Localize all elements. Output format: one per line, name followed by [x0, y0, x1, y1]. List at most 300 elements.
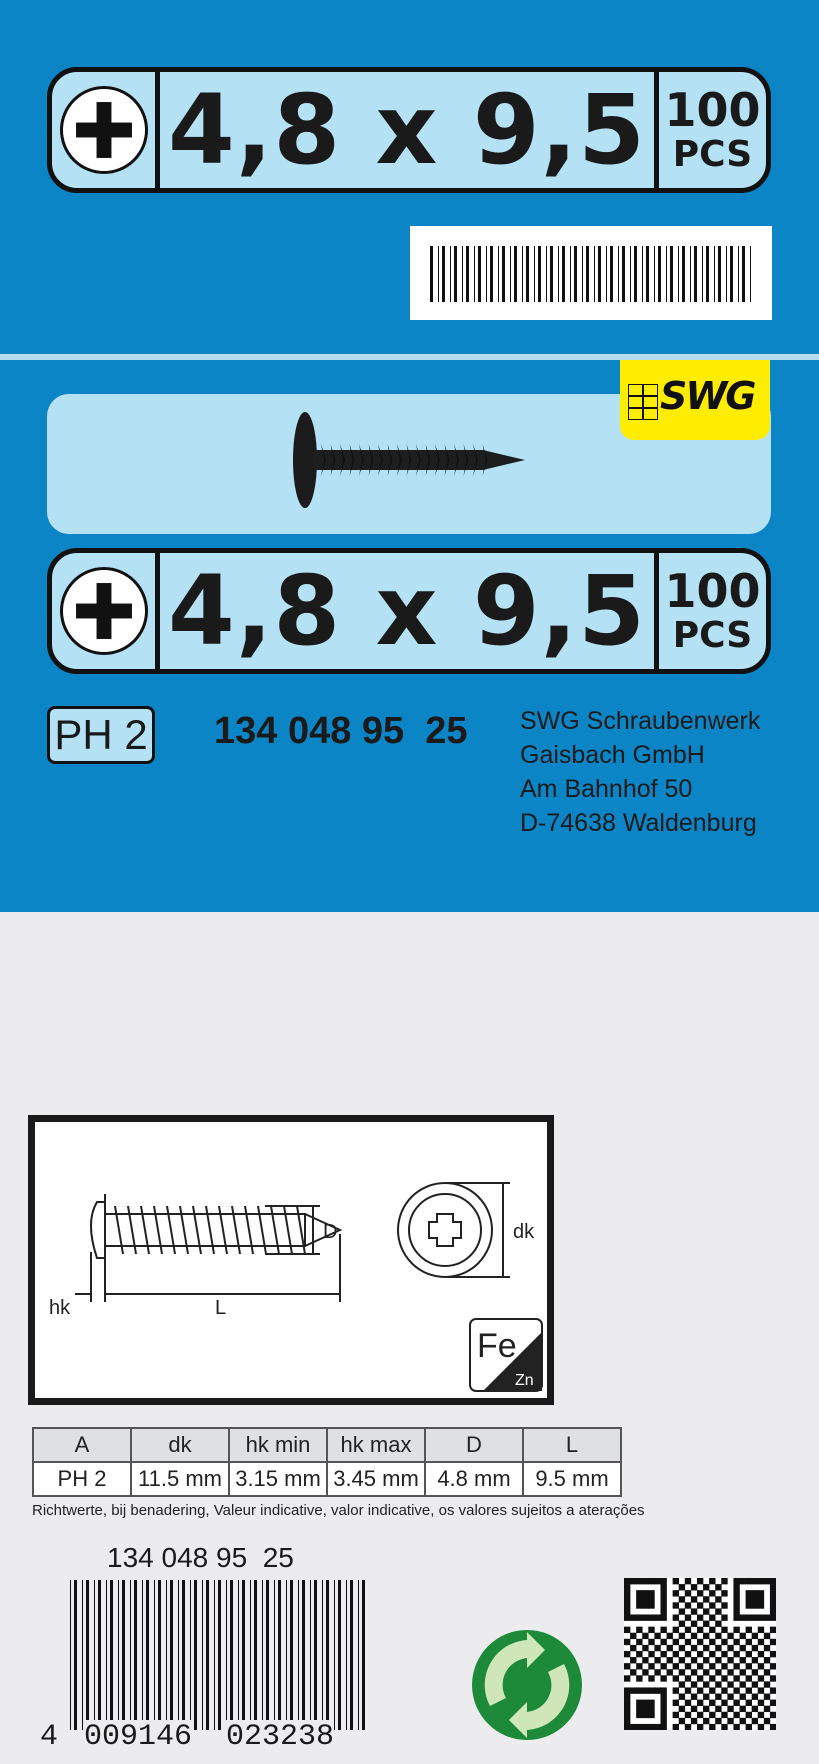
- qr-module: [740, 1633, 746, 1639]
- qr-module: [624, 1627, 630, 1633]
- barcode-bar: [478, 246, 481, 302]
- qr-module: [697, 1590, 703, 1596]
- qr-module: [770, 1724, 776, 1730]
- qr-module: [679, 1584, 685, 1590]
- barcode-bar: [610, 246, 613, 302]
- qr-module: [764, 1718, 770, 1724]
- qr-module: [721, 1578, 727, 1584]
- barcode-bar: [714, 246, 715, 302]
- qr-module: [727, 1681, 733, 1687]
- qr-module: [721, 1651, 727, 1657]
- qr-module: [624, 1700, 630, 1706]
- qr-module: [673, 1627, 679, 1633]
- qr-module: [685, 1675, 691, 1681]
- qr-module: [746, 1651, 752, 1657]
- internal-barcode-bars: [430, 246, 752, 302]
- qr-module: [758, 1627, 764, 1633]
- qr-module: [642, 1657, 648, 1663]
- qr-module: [642, 1590, 648, 1596]
- qr-module: [697, 1614, 703, 1620]
- qr-module: [679, 1669, 685, 1675]
- qr-module: [770, 1584, 776, 1590]
- qr-module: [654, 1633, 660, 1639]
- qr-module: [691, 1584, 697, 1590]
- barcode-bar: [438, 246, 439, 302]
- barcode-bar: [194, 1580, 197, 1730]
- barcode-bar: [82, 1580, 83, 1730]
- qr-module: [740, 1669, 746, 1675]
- qr-module: [660, 1639, 666, 1645]
- qr-module: [764, 1578, 770, 1584]
- qr-module: [642, 1706, 648, 1712]
- barcode-bar: [466, 246, 469, 302]
- barcode-bar: [646, 246, 649, 302]
- qr-module: [721, 1712, 727, 1718]
- qr-module: [715, 1694, 721, 1700]
- qr-module: [752, 1645, 758, 1651]
- qr-module: [648, 1663, 654, 1669]
- barcode-bar: [502, 246, 505, 302]
- qr-module: [758, 1663, 764, 1669]
- qr-module: [758, 1687, 764, 1693]
- qr-module: [660, 1614, 666, 1620]
- qr-module: [648, 1724, 654, 1730]
- qr-module: [624, 1590, 630, 1596]
- phillips-cross-icon: [60, 86, 148, 174]
- qr-module: [764, 1694, 770, 1700]
- qr-module: [685, 1614, 691, 1620]
- qr-module: [715, 1706, 721, 1712]
- barcode-bar: [170, 1580, 173, 1730]
- qr-module: [673, 1602, 679, 1608]
- qr-module: [624, 1706, 630, 1712]
- qr-module: [660, 1694, 666, 1700]
- barcode-bar: [658, 246, 661, 302]
- qr-module: [630, 1687, 636, 1693]
- qr-module: [654, 1657, 660, 1663]
- qr-module: [764, 1633, 770, 1639]
- barcode-bar: [314, 1580, 317, 1730]
- barcode-bar: [594, 246, 595, 302]
- qr-module: [758, 1651, 764, 1657]
- qr-module: [691, 1669, 697, 1675]
- qr-module: [648, 1596, 654, 1602]
- qr-module: [679, 1596, 685, 1602]
- manufacturer-address: [520, 704, 760, 840]
- qr-module: [727, 1657, 733, 1663]
- qr-module: [642, 1578, 648, 1584]
- qr-module: [733, 1712, 739, 1718]
- barcode-bar: [238, 1580, 239, 1730]
- qr-module: [654, 1578, 660, 1584]
- technical-drawing: [28, 1115, 554, 1405]
- qr-module: [703, 1596, 709, 1602]
- barcode-bar: [274, 1580, 275, 1730]
- qr-module: [770, 1614, 776, 1620]
- qr-module: [703, 1706, 709, 1712]
- qr-module: [697, 1724, 703, 1730]
- barcode-bar: [182, 1580, 185, 1730]
- qr-module: [673, 1700, 679, 1706]
- qr-module: [715, 1633, 721, 1639]
- qr-module: [709, 1700, 715, 1706]
- qr-module: [679, 1718, 685, 1724]
- barcode-bar: [486, 246, 487, 302]
- qr-module: [770, 1602, 776, 1608]
- barcode-bar: [218, 1580, 221, 1730]
- qr-module: [630, 1669, 636, 1675]
- qr-module: [679, 1706, 685, 1712]
- qr-module: [709, 1602, 715, 1608]
- qr-module: [746, 1602, 752, 1608]
- qr-module: [715, 1645, 721, 1651]
- qr-module: [660, 1712, 666, 1718]
- qr-module: [660, 1724, 666, 1730]
- qr-module: [660, 1590, 666, 1596]
- qr-module: [660, 1687, 666, 1693]
- qr-module: [715, 1596, 721, 1602]
- qr-module: [721, 1627, 727, 1633]
- qr-module: [691, 1596, 697, 1602]
- qr-module: [679, 1645, 685, 1651]
- barcode-bar: [178, 1580, 179, 1730]
- barcode-bar: [550, 246, 553, 302]
- qr-module: [715, 1681, 721, 1687]
- barcode-bar: [358, 1580, 359, 1730]
- barcode-bar: [290, 1580, 293, 1730]
- qr-module: [660, 1700, 666, 1706]
- barcode-bar: [678, 246, 679, 302]
- qr-module: [715, 1584, 721, 1590]
- quantity-cell: [654, 72, 766, 188]
- drive-icon-cell: [52, 72, 160, 188]
- barcode-bar: [430, 246, 433, 302]
- barcode-bar: [534, 246, 535, 302]
- spec-header: L: [523, 1428, 621, 1462]
- qr-module: [733, 1639, 739, 1645]
- qr-module: [636, 1687, 642, 1693]
- barcode-bar: [702, 246, 703, 302]
- qr-module: [703, 1657, 709, 1663]
- qr-code: [624, 1578, 776, 1730]
- qr-module: [630, 1578, 636, 1584]
- barcode-bar: [254, 1580, 257, 1730]
- qr-module: [660, 1596, 666, 1602]
- ean-group-left: 009146: [84, 1720, 193, 1754]
- qr-module: [715, 1621, 721, 1627]
- qr-module: [636, 1614, 642, 1620]
- qr-module: [624, 1651, 630, 1657]
- indicative-values-note: Richtwerte, bij benadering, Valeur indicative, valor indicative, os valores sujeitos a aterações: [32, 1502, 645, 1519]
- qr-module: [752, 1657, 758, 1663]
- barcode-bar: [538, 246, 541, 302]
- qr-module: [721, 1663, 727, 1669]
- qr-code-modules: [624, 1578, 776, 1730]
- barcode-bar: [70, 1580, 71, 1730]
- qr-module: [727, 1633, 733, 1639]
- qr-module: [624, 1596, 630, 1602]
- qr-module: [624, 1718, 630, 1724]
- barcode-bar: [202, 1580, 203, 1730]
- barcode-bar: [670, 246, 673, 302]
- qr-module: [715, 1657, 721, 1663]
- qr-module: [697, 1687, 703, 1693]
- barcode-bar: [558, 246, 559, 302]
- barcode-bar: [298, 1580, 299, 1730]
- swg-logo-mark: [628, 384, 658, 420]
- qr-module: [752, 1602, 758, 1608]
- qr-module: [685, 1651, 691, 1657]
- spec-value: 9.5 mm: [523, 1462, 621, 1496]
- qr-module: [703, 1584, 709, 1590]
- qr-module: [691, 1706, 697, 1712]
- qr-module: [636, 1675, 642, 1681]
- qr-module: [727, 1718, 733, 1724]
- barcode-bar: [118, 1580, 119, 1730]
- qr-module: [709, 1663, 715, 1669]
- qr-module: [642, 1724, 648, 1730]
- qr-module: [703, 1681, 709, 1687]
- qr-module: [679, 1657, 685, 1663]
- qr-module: [709, 1651, 715, 1657]
- qr-module: [752, 1706, 758, 1712]
- qr-module: [733, 1627, 739, 1633]
- qr-module: [770, 1700, 776, 1706]
- address-line: Gaisbach GmbH: [520, 741, 705, 769]
- qr-module: [733, 1590, 739, 1596]
- quantity-cell: [654, 553, 766, 669]
- qr-module: [691, 1633, 697, 1639]
- qr-module: [721, 1700, 727, 1706]
- qr-module: [758, 1700, 764, 1706]
- qr-module: [709, 1675, 715, 1681]
- size-band-bottom: [47, 548, 771, 674]
- qr-module: [721, 1724, 727, 1730]
- qr-module: [642, 1596, 648, 1602]
- qr-module: [624, 1578, 630, 1584]
- quantity-unit: PCS: [672, 134, 753, 175]
- screw-size: 4,8 x 9,5: [168, 555, 646, 667]
- swg-logo-text: SWG: [660, 374, 755, 418]
- label-l: L: [215, 1297, 227, 1319]
- qr-module: [770, 1608, 776, 1614]
- qr-module: [733, 1651, 739, 1657]
- qr-module: [685, 1590, 691, 1596]
- barcode-bar: [142, 1580, 143, 1730]
- qr-module: [697, 1712, 703, 1718]
- qr-module: [697, 1639, 703, 1645]
- barcode-bar: [510, 246, 511, 302]
- qr-module: [624, 1608, 630, 1614]
- qr-module: [697, 1700, 703, 1706]
- barcode-bar: [690, 246, 691, 302]
- barcode-bar: [338, 1580, 341, 1730]
- qr-module: [648, 1706, 654, 1712]
- qr-module: [691, 1608, 697, 1614]
- qr-module: [721, 1687, 727, 1693]
- barcode-bar: [286, 1580, 287, 1730]
- ean-barcode: [70, 1580, 370, 1730]
- barcode-bar: [450, 246, 451, 302]
- qr-module: [758, 1675, 764, 1681]
- spec-header: D: [425, 1428, 523, 1462]
- qr-module: [758, 1639, 764, 1645]
- barcode-bar: [598, 246, 601, 302]
- qr-module: [733, 1614, 739, 1620]
- qr-module: [660, 1675, 666, 1681]
- qr-module: [691, 1621, 697, 1627]
- qr-module: [642, 1687, 648, 1693]
- qr-module: [642, 1700, 648, 1706]
- barcode-bar: [642, 246, 643, 302]
- quantity-number: 100: [664, 564, 761, 618]
- qr-module: [758, 1590, 764, 1596]
- qr-module: [673, 1651, 679, 1657]
- qr-module: [660, 1578, 666, 1584]
- qr-module: [660, 1608, 666, 1614]
- qr-module: [636, 1590, 642, 1596]
- drive-icon-cell: [52, 553, 160, 669]
- qr-module: [770, 1627, 776, 1633]
- barcode-bar: [750, 246, 751, 302]
- qr-module: [764, 1657, 770, 1663]
- qr-module: [740, 1718, 746, 1724]
- qr-module: [764, 1681, 770, 1687]
- qr-module: [685, 1687, 691, 1693]
- qr-module: [636, 1651, 642, 1657]
- qr-module: [733, 1596, 739, 1602]
- barcode-bar: [130, 1580, 131, 1730]
- barcode-bar: [718, 246, 721, 302]
- qr-module: [697, 1663, 703, 1669]
- qr-module: [648, 1602, 654, 1608]
- qr-module: [727, 1694, 733, 1700]
- barcode-bar: [730, 246, 733, 302]
- barcode-bar: [514, 246, 517, 302]
- qr-module: [740, 1645, 746, 1651]
- qr-module: [636, 1639, 642, 1645]
- screw-drawing: [35, 1122, 547, 1398]
- barcode-bar: [562, 246, 565, 302]
- qr-module: [630, 1724, 636, 1730]
- qr-module: [654, 1645, 660, 1651]
- barcode-bar: [106, 1580, 107, 1730]
- qr-module: [721, 1614, 727, 1620]
- qr-module: [703, 1608, 709, 1614]
- qr-module: [642, 1669, 648, 1675]
- qr-module: [685, 1712, 691, 1718]
- qr-module: [648, 1675, 654, 1681]
- qr-module: [642, 1712, 648, 1718]
- qr-module: [697, 1651, 703, 1657]
- qr-module: [733, 1602, 739, 1608]
- qr-module: [709, 1614, 715, 1620]
- barcode-bar: [86, 1580, 89, 1730]
- qr-module: [685, 1602, 691, 1608]
- qr-module: [721, 1639, 727, 1645]
- qr-module: [746, 1675, 752, 1681]
- qr-module: [636, 1602, 642, 1608]
- qr-module: [667, 1645, 673, 1651]
- barcode-bar: [606, 246, 607, 302]
- qr-module: [733, 1700, 739, 1706]
- barcode-bar: [570, 246, 571, 302]
- qr-module: [673, 1675, 679, 1681]
- qr-module: [709, 1712, 715, 1718]
- qr-module: [703, 1718, 709, 1724]
- qr-module: [764, 1614, 770, 1620]
- qr-module: [746, 1724, 752, 1730]
- qr-module: [667, 1633, 673, 1639]
- qr-module: [697, 1578, 703, 1584]
- qr-module: [648, 1700, 654, 1706]
- barcode-bar: [490, 246, 493, 302]
- qr-module: [691, 1645, 697, 1651]
- qr-module: [733, 1675, 739, 1681]
- qr-module: [624, 1712, 630, 1718]
- qr-module: [673, 1712, 679, 1718]
- barcode-bar: [738, 246, 739, 302]
- spec-value: 3.45 mm: [327, 1462, 425, 1496]
- qr-module: [630, 1614, 636, 1620]
- qr-module: [691, 1657, 697, 1663]
- barcode-bar: [346, 1580, 347, 1730]
- qr-module: [691, 1718, 697, 1724]
- qr-module: [685, 1700, 691, 1706]
- qr-module: [673, 1590, 679, 1596]
- barcode-bar: [74, 1580, 77, 1730]
- qr-module: [648, 1687, 654, 1693]
- barcode-bar: [266, 1580, 269, 1730]
- qr-module: [740, 1681, 746, 1687]
- barcode-bar: [442, 246, 445, 302]
- qr-module: [758, 1724, 764, 1730]
- drive-type-badge: PH 2: [47, 706, 155, 764]
- qr-module: [733, 1578, 739, 1584]
- qr-module: [667, 1657, 673, 1663]
- qr-module: [660, 1718, 666, 1724]
- qr-module: [721, 1675, 727, 1681]
- qr-module: [624, 1584, 630, 1590]
- barcode-bar: [630, 246, 631, 302]
- qr-module: [673, 1724, 679, 1730]
- qr-module: [679, 1621, 685, 1627]
- spec-value: 4.8 mm: [425, 1462, 523, 1496]
- qr-module: [636, 1663, 642, 1669]
- qr-module: [770, 1663, 776, 1669]
- barcode-bar: [582, 246, 583, 302]
- qr-module: [624, 1724, 630, 1730]
- qr-module: [685, 1663, 691, 1669]
- qr-module: [770, 1687, 776, 1693]
- qr-module: [673, 1663, 679, 1669]
- qr-module: [679, 1694, 685, 1700]
- barcode-bar: [154, 1580, 155, 1730]
- qr-module: [648, 1578, 654, 1584]
- qr-module: [703, 1621, 709, 1627]
- qr-module: [648, 1639, 654, 1645]
- qr-module: [746, 1590, 752, 1596]
- qr-module: [636, 1596, 642, 1602]
- barcode-bar: [310, 1580, 311, 1730]
- qr-module: [746, 1627, 752, 1633]
- qr-module: [624, 1675, 630, 1681]
- qr-module: [740, 1657, 746, 1663]
- qr-module: [770, 1675, 776, 1681]
- barcode-bar: [350, 1580, 353, 1730]
- swg-logo: [620, 360, 770, 440]
- qr-module: [733, 1608, 739, 1614]
